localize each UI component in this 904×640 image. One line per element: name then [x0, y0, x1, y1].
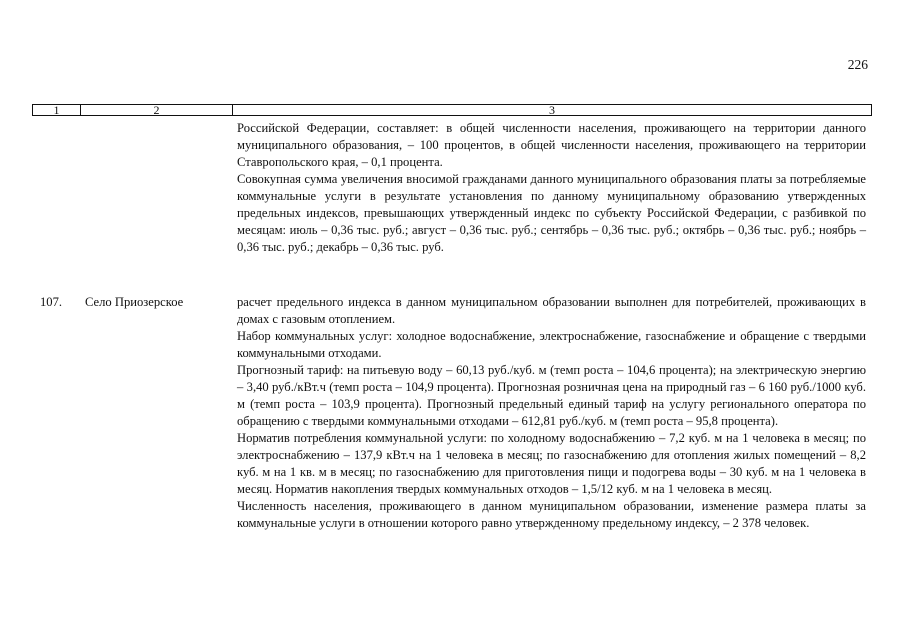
header-column-1: 1 — [33, 105, 81, 115]
table-header-row — [32, 104, 872, 116]
header-column-2: 2 — [81, 105, 233, 115]
continuation-text — [237, 120, 866, 256]
paragraph: расчет предельного индекса в данном муниципальном образовании выполнен для потребителей, проживающих в домах с газовым отоплением. — [237, 295, 866, 326]
entry-text — [237, 294, 866, 532]
header-column-3: 3 — [549, 103, 555, 117]
entry-name: Село Приозерское — [85, 295, 184, 309]
entry-number: 107. — [40, 295, 63, 309]
paragraph: Совокупная сумма увеличения вносимой гражданами данного муниципального образования платы за потребляемые коммунальные услуги в результате установления по данному муниципальному образованию утвержденных предельных индексов, превышающих утвержденный индекс по субъекту Российской Федерации, с разбивкой по месяцам: июль – 0,36 тыс. руб.; август – 0,36 тыс. руб.; сентябрь – 0,36 тыс. руб.; октябрь – 0,36 тыс. руб.; ноябрь – 0,36 тыс. руб.; декабрь – 0,36 тыс. руб. — [237, 172, 866, 254]
paragraph: Набор коммунальных услуг: холодное водоснабжение, электроснабжение, газоснабжение и обращение с твердыми коммунальными отходами. — [237, 329, 866, 360]
paragraph: Норматив потребления коммунальной услуги: по холодному водоснабжению – 7,2 куб. м на 1 человека в месяц; по электроснабжению – 137,9 кВт.ч на 1 человека в месяц; по газоснабжению для отопления жилых помещений – 8,2 куб. м на 1 кв. м в месяц; по газоснабжению для приготовления пищи и подогрева воды – 30 куб. м на 1 человека в месяц. Норматив накопления твердых коммунальных отходов – 1,5/12 куб. м на 1 человека в месяц. — [237, 431, 866, 496]
page-number: 226 — [847, 57, 868, 72]
paragraph: Российской Федерации, составляет: в общей численности населения, проживающего на территории данного муниципального образования, – 100 процентов, в общей численности населения, проживающего на территории Ставропольского края, – 0,1 процента. — [237, 121, 866, 169]
paragraph: Прогнозный тариф: на питьевую воду – 60,13 руб./куб. м (темп роста – 104,6 процента); на электрическую энергию – 3,40 руб./кВт.ч (темп роста – 104,9 процента). Прогнозная розничная цена на природный газ – 6 160 руб./1000 куб. м (темп роста – 103,9 процента). Прогнозный предельный единый тариф на услугу регионального оператора по обращению с твердыми коммунальными отходами – 612,81 руб./куб. м (темп роста – 95,8 процента). — [237, 363, 866, 428]
paragraph: Численность населения, проживающего в данном муниципальном образовании, изменение размера платы за коммунальные услуги в отношении которого равно утвержденному предельному индексу, – 2 378 человек. — [237, 499, 866, 530]
